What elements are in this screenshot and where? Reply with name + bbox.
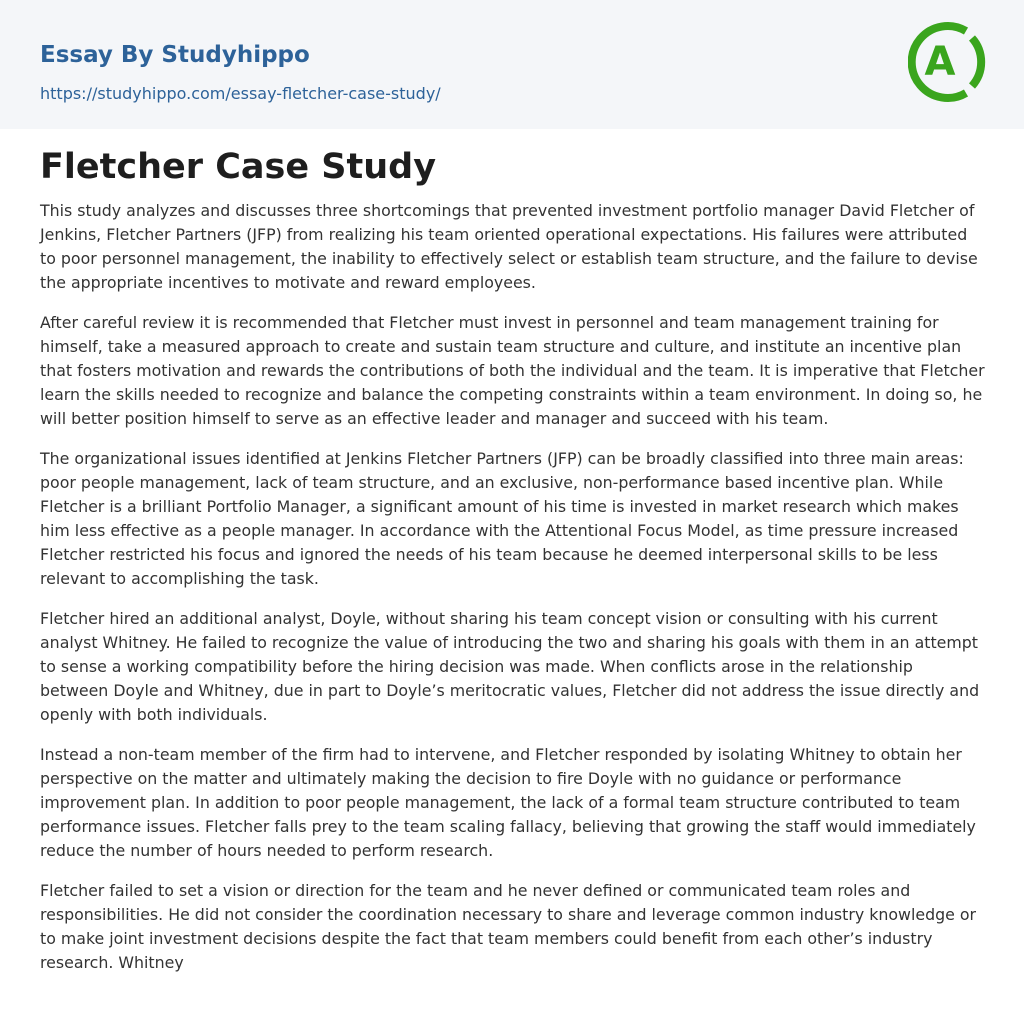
paragraph-1: This study analyzes and discusses three shortcomings that prevented investment portfolio manager David Fletcher of Jenkins, Fletcher Partners (JFP) from realizing his team oriented operational expectations. His failures were attributed to poor personnel management, the inability to effectively select or establish team structure, and the failure to devise the appropriate incentives to motivate and reward employees. — [40, 201, 978, 292]
paragraph-3: The organizational issues identified at Jenkins Fletcher Partners (JFP) can be broadly classified into three main areas: poor people management, lack of team structure, and an exclusive, non-performance based incentive plan. While Fletcher is a brilliant Portfolio Manager, a significant amount of his time is invested in market research which makes him less effective as a people manager. In accordance with the Attentional Focus Model, as time pressure increased Fletcher restricted his focus and ignored the needs of his team because he deemed interpersonal skills to be less relevant to accomplishing the task. — [40, 449, 964, 588]
site-brand[interactable]: Essay By Studyhippo — [40, 42, 310, 68]
site-header — [0, 0, 1024, 129]
page-title: Fletcher Case Study — [40, 147, 437, 187]
article — [40, 143, 986, 991]
paragraph-5: Instead a non-team member of the firm had to intervene, and Fletcher responded by isolating Whitney to obtain her perspective on the matter and ultimately making the decision to fire Doyle with no guidance or performance improvement plan. In addition to poor people management, the lack of a formal team structure contributed to team performance issues. Fletcher falls prey to the team scaling fallacy, believing that growing the staff would immediately reduce the number of hours needed to perform research. — [40, 745, 976, 860]
paragraph-4: Fletcher hired an additional analyst, Doyle, without sharing his team concept vision or consulting with his current analyst Whitney. He failed to recognize the value of introducing the two and sharing his goals with them in an attempt to sense a working compatibility before the hiring decision was made. When conflicts arose in the relationship between Doyle and Whitney, due in part to Doyle’s meritocratic values, Fletcher did not address the issue directly and openly with both individuals. — [40, 609, 980, 724]
essay-url-link[interactable]: https://studyhippo.com/essay-fletcher-case-study/ — [40, 84, 441, 103]
paragraph-6: Fletcher failed to set a vision or direction for the team and he never defined or communicated team roles and responsibilities. He did not consider the coordination necessary to share and leverage common industry knowledge or to make joint investment decisions despite the fact that team members could benefit from each other’s industry research. Whitney — [40, 881, 977, 972]
studyhippo-logo[interactable] — [908, 18, 988, 106]
paragraph-2: After careful review it is recommended that Fletcher must invest in personnel and team management training for himself, take a measured approach to create and sustain team structure and culture, and institute an incentive plan that fosters motivation and rewards the contributions of both the individual and the team. It is imperative that Fletcher learn the skills needed to recognize and balance the competing constraints within a team environment. In doing so, he will better position himself to serve as an effective leader and manager and succeed with his team. — [40, 313, 985, 428]
logo-letter: A — [924, 39, 956, 85]
